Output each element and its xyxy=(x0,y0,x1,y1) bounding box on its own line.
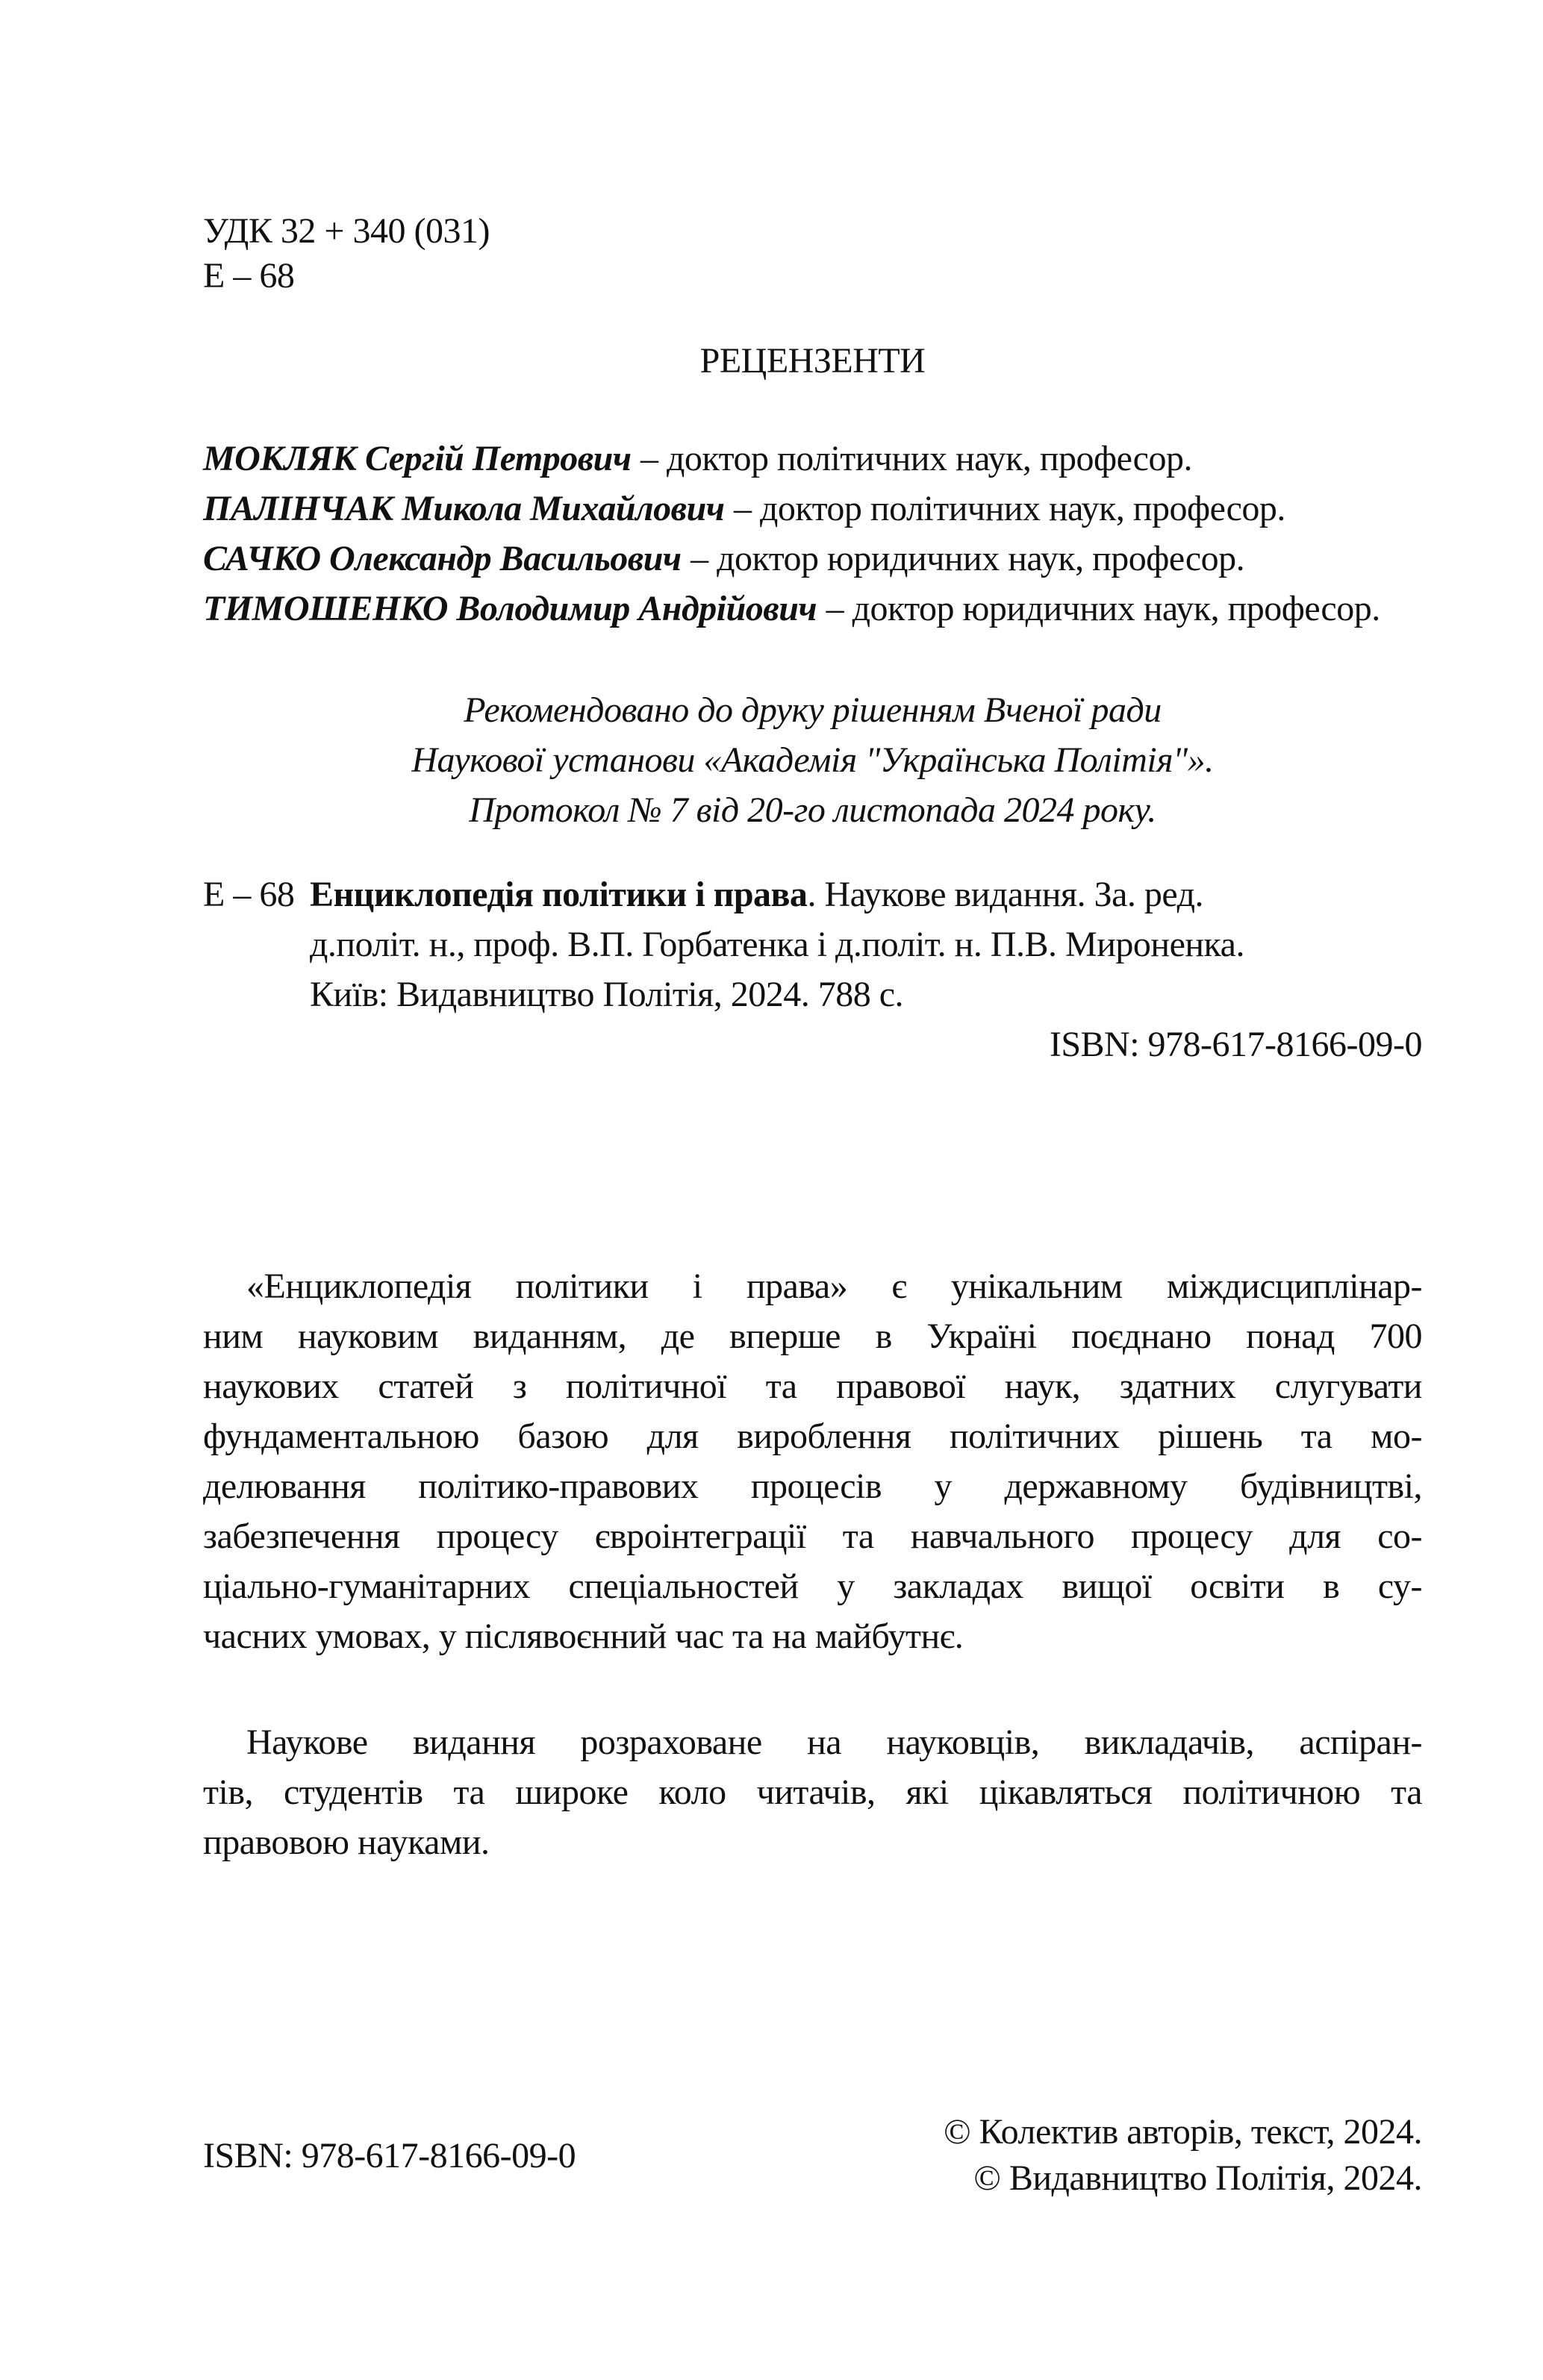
reviewer-line xyxy=(203,484,1422,534)
audience-paragraph xyxy=(203,1717,1422,1867)
catalog-title-rest: . Наукове видання. За. ред. xyxy=(807,875,1204,914)
reviewer-name: ТИМОШЕНКО Володимир Андрійович xyxy=(203,589,817,628)
bbk-code: Е – 68 xyxy=(203,256,295,296)
copyright-line: © Колектив авторів, текст, 2024. xyxy=(944,2112,1422,2152)
udk-code: УДК 32 + 340 (031) xyxy=(203,211,490,251)
annotation-line: «Енциклопедія політики і права» є унікальним міждисциплінар- xyxy=(246,1266,1422,1306)
reviewers-section xyxy=(203,336,1422,386)
audience-line: тів, студентів та широке коло читачів, які цікавляться політичною та xyxy=(203,1772,1422,1812)
catalog-description xyxy=(310,869,1422,1019)
reviewer-name: МОКЛЯК Сергій Петрович xyxy=(203,439,632,478)
recommendation-line: Протокол № 7 від 20-го листопада 2024 року. xyxy=(469,790,1156,830)
catalog-entry xyxy=(203,869,1422,1069)
copyright-notices xyxy=(203,2109,1422,2202)
annotation-line: фундаментальною базою для вироблення політичних рішень та мо- xyxy=(203,1417,1422,1456)
reviewer-name: САЧКО Олександр Васильович xyxy=(203,539,682,578)
annotation-line: ним науковим виданням, де вперше в Україні поєднано понад 700 xyxy=(203,1317,1422,1356)
audience-line: правовою науками. xyxy=(203,1823,490,1862)
recommendation-line: Наукової установи «Академія "Українська Політія"». xyxy=(411,740,1214,780)
copyright-line: © Видавництво Політія, 2024. xyxy=(973,2158,1422,2198)
annotation-paragraph xyxy=(203,1261,1422,1661)
recommendation-note xyxy=(203,685,1422,835)
annotation-line: часних умовах, у післявоєнний час та на майбутнє. xyxy=(203,1617,964,1656)
annotation-line: делювання політико-правових процесів у державному будівництві, xyxy=(203,1467,1422,1506)
catalog-publisher-line: Київ: Видавництво Політія, 2024. 788 с. xyxy=(310,975,904,1014)
audience-line: Наукове видання розраховане на науковців, викладачів, аспіран- xyxy=(246,1722,1422,1762)
catalog-title-line xyxy=(310,869,1422,919)
reviewer-title: – доктор політичних наук, професор. xyxy=(640,439,1192,478)
reviewer-name: ПАЛІНЧАК Микола Михайлович xyxy=(203,489,725,528)
reviewer-line xyxy=(203,534,1422,584)
annotation-line: наукових статей з політичної та правової наук, здатних слугувати xyxy=(203,1367,1422,1406)
recommendation-line: Рекомендовано до друку рішенням Вченої ради xyxy=(464,690,1162,730)
classification-codes xyxy=(203,209,1422,299)
book-title: Енциклопедія політики і права xyxy=(310,875,808,914)
catalog-isbn: ISBN: 978-617-8166-09-0 xyxy=(1049,1025,1422,1064)
catalog-code: Е – 68 xyxy=(203,875,295,914)
reviewer-line xyxy=(203,584,1422,634)
reviewer-title: – доктор юридичних наук, професор. xyxy=(826,589,1380,628)
reviewer-title: – доктор політичних наук, професор. xyxy=(733,489,1285,528)
isbn-number: ISBN: 978-617-8166-09-0 xyxy=(203,2136,576,2176)
catalog-editors-line: д.політ. н., проф. В.П. Горбатенка і д.політ. н. П.В. Мироненка. xyxy=(310,925,1244,964)
annotation-line: забезпечення процесу євроінтеграції та навчального процесу для со- xyxy=(203,1517,1422,1556)
reviewer-title: – доктор юридичних наук, професор. xyxy=(691,539,1245,578)
reviewers-list xyxy=(203,434,1422,634)
reviewers-heading: РЕЦЕНЗЕНТИ xyxy=(699,341,926,381)
annotation-line: ціально-гуманітарних спеціальностей у закладах вищої освіти в су- xyxy=(203,1567,1422,1606)
reviewer-line xyxy=(203,434,1422,484)
